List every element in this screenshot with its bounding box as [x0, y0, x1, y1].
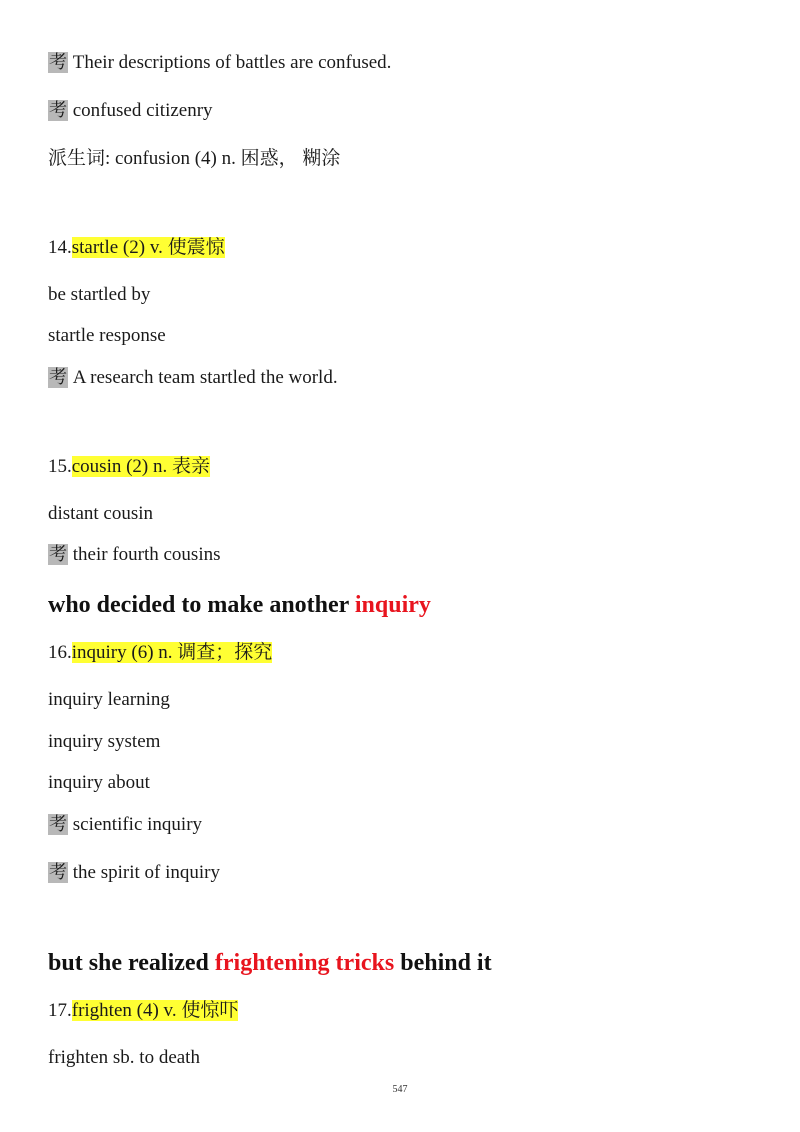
page-number: 547 [392, 1084, 408, 1095]
exam-marker: 考 [49, 814, 67, 835]
phrase-line [48, 1045, 200, 1071]
phrase-line [48, 282, 150, 308]
phrase-text: inquiry learning [48, 689, 170, 710]
example-line [48, 812, 202, 838]
sentence-keyword: inquiry [354, 592, 431, 618]
example-line [48, 50, 391, 76]
sentence-text: but she realized [48, 950, 215, 976]
exam-marker: 考 [49, 367, 67, 388]
entry-number: 15. [48, 456, 72, 477]
phrase-text: inquiry system [48, 731, 161, 752]
sentence-text: behind it [394, 950, 492, 976]
phrase-line [48, 770, 150, 796]
headword-highlight: inquiry (6) n. 调查；探究 [71, 642, 273, 663]
sentence-keyword: frightening tricks [214, 950, 395, 976]
phrase-text: distant cousin [48, 503, 154, 524]
word-entry-15 [48, 454, 210, 480]
sentence-heading [48, 948, 492, 978]
phrase-text: be startled by [48, 284, 151, 305]
example-text: A research team startled the world. [72, 367, 338, 388]
word-entry-14 [48, 235, 225, 261]
word-entry-16 [48, 640, 272, 666]
phrase-line [48, 687, 170, 713]
example-text: the spirit of inquiry [72, 862, 220, 883]
exam-marker: 考 [49, 100, 67, 121]
derivative-line [48, 146, 340, 172]
phrase-text: inquiry about [48, 772, 150, 793]
phrase-text: frighten sb. to death [48, 1047, 200, 1068]
sentence-text: who decided to make another [48, 592, 355, 618]
phrase-line [48, 501, 153, 527]
exam-marker: 考 [49, 862, 67, 883]
example-text: scientific inquiry [72, 814, 203, 835]
exam-marker: 考 [49, 544, 67, 565]
entry-number: 14. [48, 237, 72, 258]
phrase-line [48, 729, 160, 755]
entry-number: 17. [48, 1000, 72, 1021]
example-text: confused citizenry [72, 100, 213, 121]
example-text: Their descriptions of battles are confused. [72, 52, 392, 73]
example-text: their fourth cousins [72, 544, 221, 565]
example-line [48, 365, 338, 391]
derivative-text: 派生词: confusion (4) n. 困惑， 糊涂 [48, 148, 341, 169]
word-entry-17 [48, 998, 238, 1024]
example-line [48, 542, 221, 568]
entry-number: 16. [48, 642, 72, 663]
exam-marker: 考 [49, 52, 67, 73]
phrase-line [48, 323, 166, 349]
headword-highlight: frighten (4) v. 使惊吓 [71, 1000, 239, 1021]
example-line [48, 860, 220, 886]
headword-highlight: cousin (2) n. 表亲 [71, 456, 211, 477]
phrase-text: startle response [48, 325, 166, 346]
headword-highlight: startle (2) v. 使震惊 [71, 237, 225, 258]
example-line [48, 98, 213, 124]
sentence-heading [48, 590, 431, 620]
